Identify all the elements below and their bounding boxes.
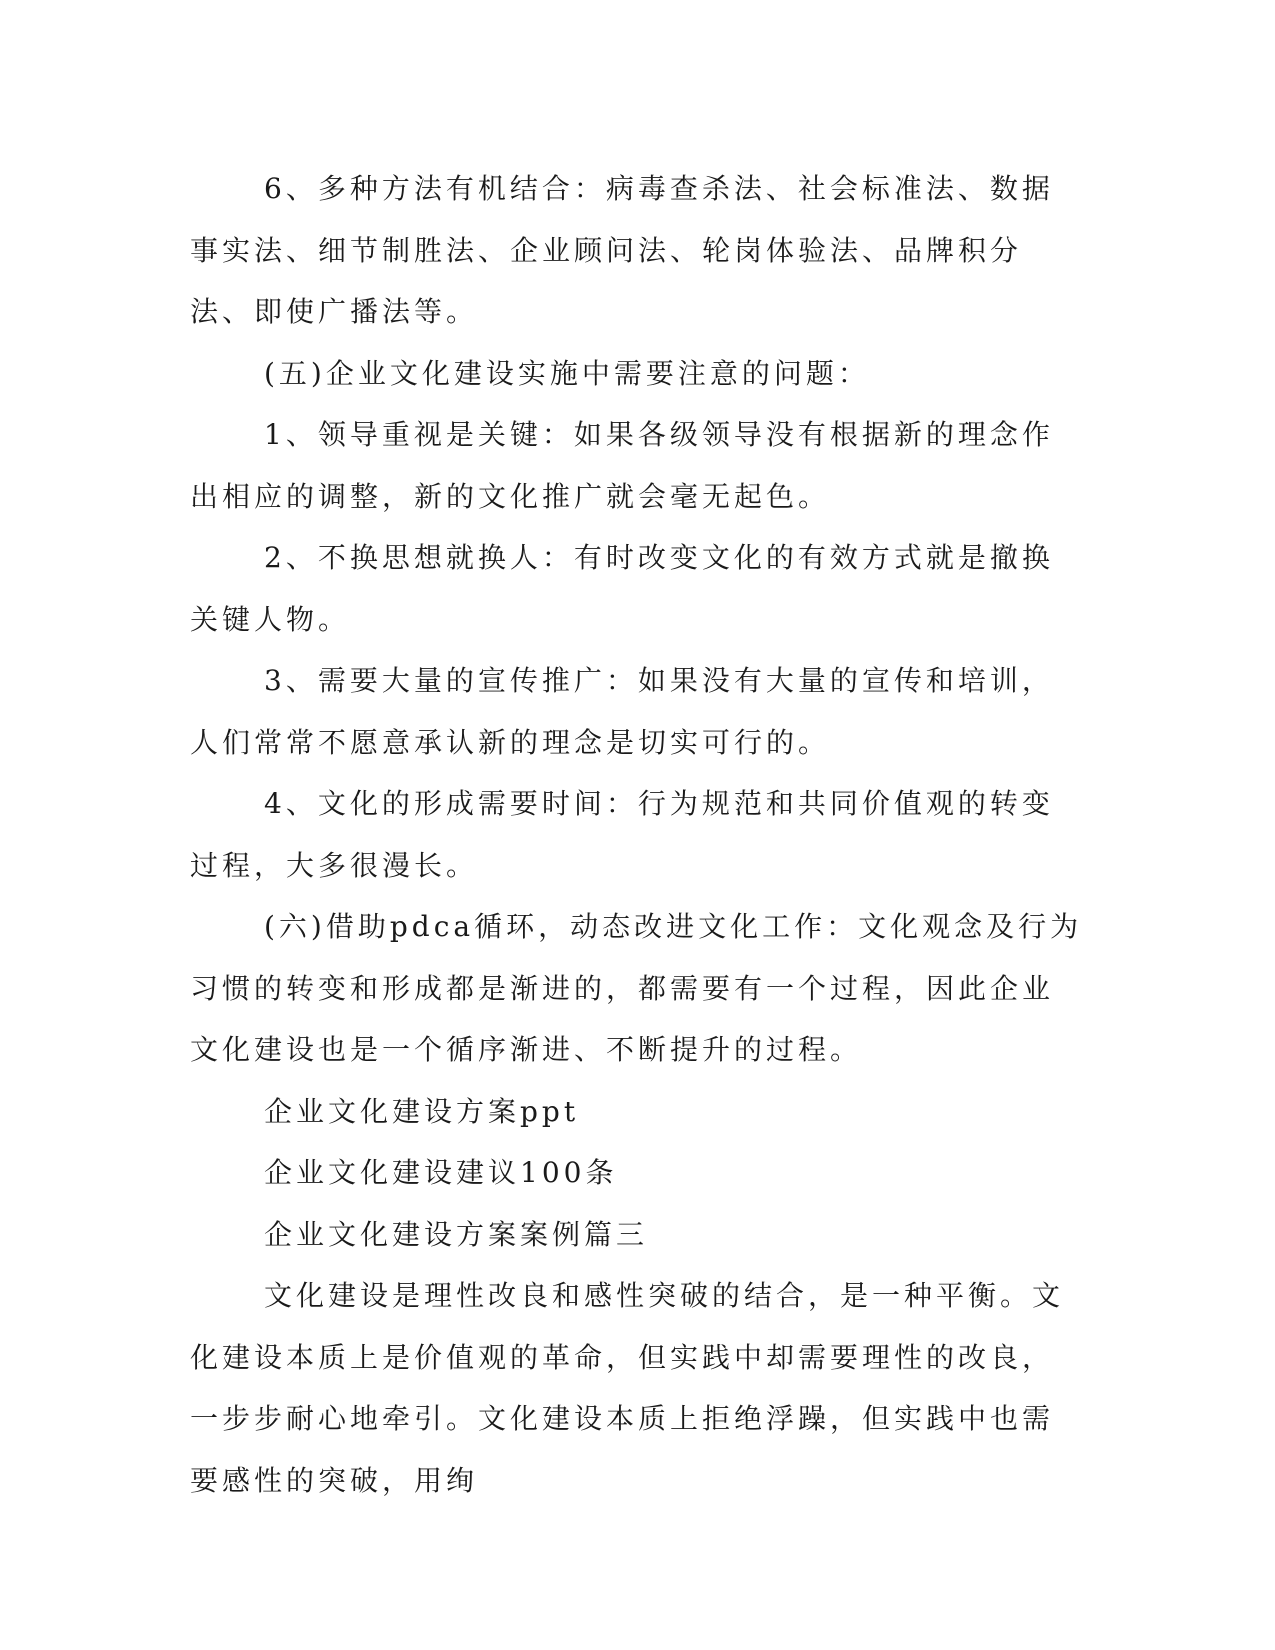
paragraph-culture-balance: 文化建设是理性改良和感性突破的结合，是一种平衡。文化建设本质上是价值观的革命，但实践中却需要理性的改良，一步步耐心地牵引。文化建设本质上拒绝浮躁，但实践中也需要感性的突破，用绚 (190, 1279, 1065, 1497)
paragraph-change-people: 2、不换思想就换人：有时改变文化的有效方式就是撤换关键人物。 (190, 541, 1054, 636)
paragraph-promotion: 3、需要大量的宣传推广：如果没有大量的宣传和培训，人们常常不愿意承认新的理念是切实可行的。 (190, 664, 1054, 759)
paragraph-methods: 6、多种方法有机结合：病毒查杀法、社会标准法、数据事实法、细节制胜法、企业顾问法、轮岗体验法、品牌积分法、即使广播法等。 (190, 172, 1054, 328)
list-item-suggestions: 企业文化建设建议100条 (264, 1156, 618, 1189)
paragraph-leadership: 1、领导重视是关键：如果各级领导没有根据新的理念作出相应的调整，新的文化推广就会毫无起色。 (190, 418, 1054, 513)
section-heading-six: (六)借助pdca循环，动态改进文化工作：文化观念及行为习惯的转变和形成都是渐进的，都需要有一个过程，因此企业文化建设也是一个循序渐进、不断提升的过程。 (190, 910, 1083, 1066)
list-item-ppt: 企业文化建设方案ppt (264, 1094, 580, 1128)
section-heading-five: (五)企业文化建设实施中需要注意的问题： (264, 356, 870, 390)
paragraph-time: 4、文化的形成需要时间：行为规范和共同价值观的转变过程，大多很漫长。 (190, 787, 1054, 882)
section-title-part-three: 企业文化建设方案案例篇三 (264, 1217, 649, 1251)
document-body (190, 158, 1085, 1511)
